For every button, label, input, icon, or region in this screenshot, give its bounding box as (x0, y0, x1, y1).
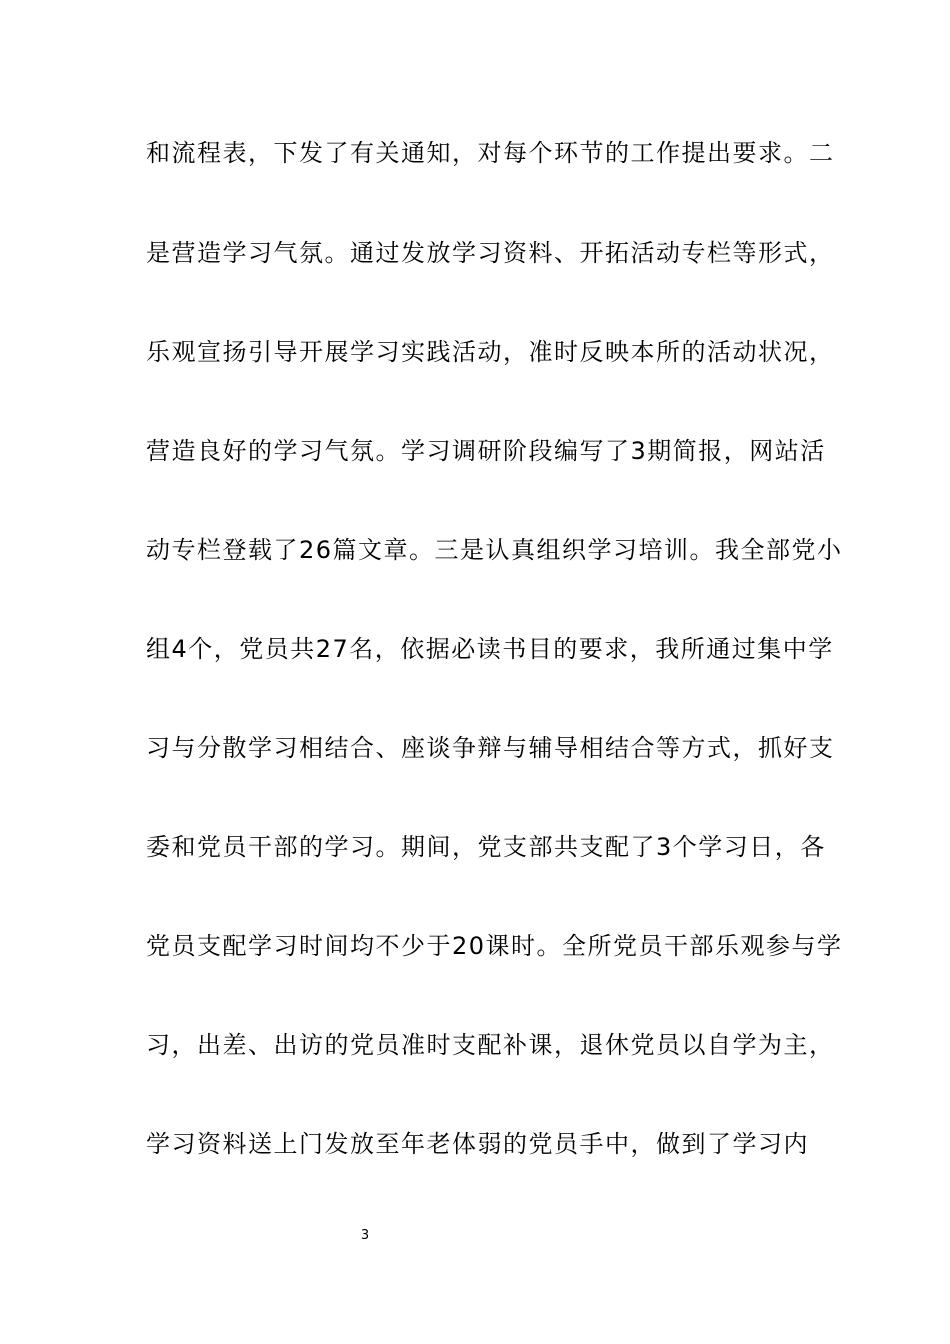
body-text-line-6: 组4个，党员共27名，依据必读书目的要求，我所通过集中学 (146, 635, 834, 663)
body-text-line-2: 是营造学习气氛。通过发放学习资料、开拓活动专栏等形式， (146, 239, 835, 267)
body-text-line-10: 习，出差、出访的党员准时支配补课，退休党员以自学为主， (146, 1031, 835, 1059)
body-text-line-5: 动专栏登载了26篇文章。三是认真组织学习培训。我全部党小 (146, 536, 843, 564)
body-text-line-11: 学习资料送上门发放至年老体弱的党员手中，做到了学习内 (146, 1130, 809, 1158)
body-text-line-9: 党员支配学习时间均不少于20课时。全所党员干部乐观参与学 (146, 932, 843, 960)
body-text-line-1: 和流程表，下发了有关通知，对每个环节的工作提出要求。二 (146, 139, 835, 167)
page-number: 3 (360, 1228, 370, 1243)
body-text-line-8: 委和党员干部的学习。期间，党支部共支配了3个学习日，各 (146, 833, 826, 861)
body-text-line-4: 营造良好的学习气氛。学习调研阶段编写了3期简报，网站活 (146, 437, 826, 465)
body-text-line-3: 乐观宣扬引导开展学习实践活动，准时反映本所的活动状况， (146, 338, 835, 366)
body-text-line-7: 习与分散学习相结合、座谈争辩与辅导相结合等方式，抓好支 (146, 734, 835, 762)
